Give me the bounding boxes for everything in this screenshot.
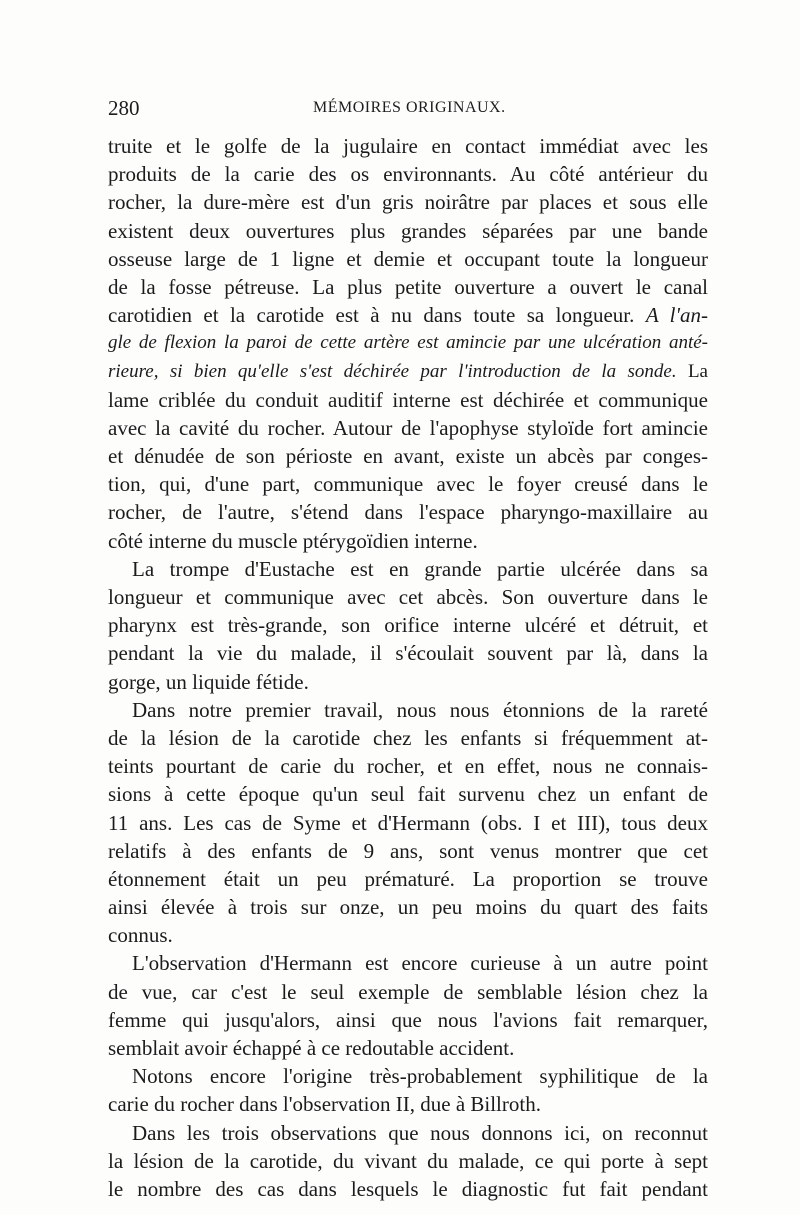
running-head	[108, 96, 708, 126]
page-number: 280	[108, 96, 140, 120]
text-line	[108, 358, 708, 386]
text-segment: carotidien et la carotide est à nu dans toute sa longueur.	[108, 303, 635, 328]
running-title: MÉMOIRES ORIGINAUX.	[313, 99, 506, 116]
text-line: lame criblée du conduit auditif interne est déchirée et communique	[108, 387, 708, 412]
italic-segment: A l'an-	[645, 303, 708, 328]
text-line: osseuse large de 1 ligne et demie et occupant toute la longueur	[108, 246, 708, 271]
text-line: étonnement était un peu prématuré. La proportion se trouve	[108, 866, 708, 891]
text-line: existent deux ouvertures plus grandes séparées par une bande	[108, 218, 708, 243]
text-line	[108, 329, 708, 357]
body-text	[108, 132, 708, 1203]
text-line: Dans notre premier travail, nous nous étonnions de la rareté	[132, 697, 708, 722]
text-line: pharynx est très-grande, son orifice interne ulcéré et détruit, et	[108, 613, 708, 638]
text-line: La trompe d'Eustache est en grande partie ulcérée dans sa	[132, 556, 708, 581]
text-line: produits de la carie des os environnants. Au côté antérieur du	[108, 162, 708, 187]
text-line: Notons encore l'origine très-probablement syphilitique de la	[132, 1064, 708, 1089]
text-line: carie du rocher dans l'observation II, due à Billroth.	[108, 1092, 541, 1117]
text-segment: La	[687, 360, 708, 382]
text-line: et dénudée de son périoste en avant, existe un abcès par conges-	[108, 444, 708, 469]
text-line: 11 ans. Les cas de Syme et d'Hermann (obs. I et III), tous deux	[108, 810, 708, 835]
text-line: sions à cette époque qu'un seul fait survenu chez un enfant de	[108, 782, 708, 807]
text-line: le nombre des cas dans lesquels le diagnostic fut fait pendant	[108, 1176, 708, 1201]
text-line: femme qui jusqu'alors, ainsi que nous l'avions fait remarquer,	[108, 1007, 708, 1032]
italic-segment: rieure, si bien qu'elle s'est déchirée par l'introduction de la sonde.	[108, 360, 677, 382]
text-line: de vue, car c'est le seul exemple de semblable lésion chez la	[108, 979, 708, 1004]
text-line: tion, qui, d'une part, communique avec le foyer creusé dans le	[108, 472, 708, 497]
text-line	[108, 301, 708, 329]
text-line: teints pourtant de carie du rocher, et en effet, nous ne connais-	[108, 754, 708, 779]
text-line: avec la cavité du rocher. Autour de l'apophyse styloïde fort amincie	[108, 415, 708, 440]
italic-segment: gle de flexion la paroi de cette artère est amincie par une ulcération anté-	[108, 332, 708, 354]
text-line: longueur et communique avec cet abcès. Son ouverture dans le	[108, 585, 708, 609]
text-line: de la fosse pétreuse. La plus petite ouverture a ouvert le canal	[108, 274, 708, 299]
text-line: côté interne du muscle ptérygoïdien interne.	[108, 528, 478, 553]
text-line: ainsi élevée à trois sur onze, un peu moins du quart des faits	[108, 895, 708, 920]
text-line: de la lésion de la carotide chez les enfants si fréquemment at-	[108, 725, 708, 750]
text-line: relatifs à des enfants de 9 ans, sont venus montrer que cet	[108, 838, 708, 863]
text-line: L'observation d'Hermann est encore curieuse à un autre point	[132, 951, 708, 976]
text-line: Dans les trois observations que nous donnons ici, on reconnut	[132, 1120, 708, 1145]
text-line: rocher, la dure-mère est d'un gris noirâtre par places et sous elle	[108, 190, 708, 215]
text-line: connus.	[108, 923, 173, 948]
text-line: truite et le golfe de la jugulaire en contact immédiat avec les	[108, 134, 708, 158]
text-line: gorge, un liquide fétide.	[108, 669, 309, 694]
text-line: semblait avoir échappé à ce redoutable accident.	[108, 1036, 515, 1060]
text-line: la lésion de la carotide, du vivant du malade, ce qui porte à sept	[108, 1148, 708, 1173]
text-line: rocher, de l'autre, s'étend dans l'espace pharyngo-maxillaire au	[108, 500, 708, 525]
text-line: pendant la vie du malade, il s'écoulait souvent par là, dans la	[108, 641, 708, 666]
